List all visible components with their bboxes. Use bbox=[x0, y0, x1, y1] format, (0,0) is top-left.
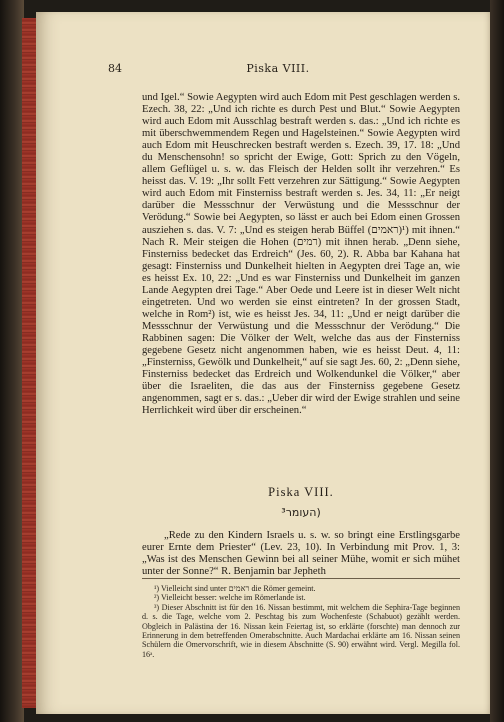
footnote-divider bbox=[142, 578, 460, 579]
footnotes bbox=[142, 584, 460, 659]
footnote-2: ²) Vielleicht besser: welche im Römerlande ist. bbox=[154, 593, 306, 603]
footnote-1: ¹) Vielleicht sind unter ראמים die Römer gemeint. bbox=[154, 584, 316, 593]
footnote-3: ³) Dieser Abschnitt ist für den 16. Nissan bestimmt, mit welchem die Sephira-Tage beginnen d. s. die Tage, welche vom 2. Peschtag bis zum Wochenfeste (Schabuot) gezählt werden. Obgleich in Palästina der 16. Nissan kein Feiertag ist, so erklärte (forschte) man dennoch zur Erinnerung in dem betreffenden Omerabschnitte. Auch Mardachai erklärte am 16. Nissan seinen Schülern die Omervorschrift, wie in diesem Abschnitte (S. 90) erwähnt wird. Vergl. Megilla fol. 16ᵃ. bbox=[142, 602, 460, 659]
running-head: Piska VIII. bbox=[246, 62, 310, 75]
section-heading: Piska VIII. bbox=[268, 485, 334, 499]
page-right-edge bbox=[490, 0, 504, 722]
main-paragraph: und Igel.“ Sowie Aegypten wird auch Edom mit Pest geschlagen werden s. Ezech. 38, 22: „Und ich richte es durch Pest und Blut.“ Sowie Aegypten wird auch Edom mit Ausschlag bestraft werden s. das.: „Und ich richte es mit überschwemmendem Regen und Hagelsteinen.“ Sowie Aegypten wird auch Edom mit Heuschrecken bestraft werden s. Ezech. 39, 17. 18: „Und du Menschensohn! so spricht der Ewige, Gott: Sprich zu den Vögeln, allem Geflügel u. s. w. das Fleisch der Helden sollt ihr verzehren.“ Es heisst das. V. 19: „Ihr sollt Fett verzehren zur Sättigung.“ Sowie Aegypten wird auch Edom mit Finsterniss bestraft werden s. Jes. 34, 11: „Er neigt darüber die Messschnur der Verwüstung und die Messschnur der Verödung.“ Sowie bei Aegypten, so lässt er auch bei Edom einen Grossen ausziehen s. das. V. 7: „Und es steigen herab Büffel (ראמים)¹) mit ihnen.“ Nach R. Meir steigen die Hohen (רמים) mit ihnen herab. „Denn siehe, Finsterniss bedecket das Erdreich“ (Jes. 60, 2). R. Abba bar Kahana hat gesagt: Finsterniss und Dunkelheit hielten in Aegypten drei Tage an, wie es heisst Ex. 10, 22: „Und es war Finsterniss und Dunkelheit im ganzen Lande Aegypten drei Tage.“ Aber Oede und Leere ist in dieser Welt nicht eingetreten. Und wo werden sie einst eintreten? In der grossen Stadt, welche in Rom²) ist, wie es heisst Jes. 34, 11: „Und er neigt darüber die Messschnur der Verwüstung und die Messschnur der Verödung.“ Die Rabbinen sagen: Die Völker der Welt, welche das aus der Finsterniss gegebene Gesetz nicht angenommen haben, wie es heisst Deut. 4, 11: „Finsterniss, Gewölk und Dunkelheit,“ auf sie sagt Jes. 60, 2: „Denn siehe, Finsterniss bedecket das Erdreich und Wolkendunkel die Völker,“ aber über die Israeliten, die das aus der Finsterniss gegebene Gesetz angenommen, sagt er s. das.: „Ueber dir wird der Ewige strahlen und seine Herrlichkeit wird über dir erscheinen.“ bbox=[142, 92, 460, 417]
page-number: 84 bbox=[108, 62, 122, 75]
hebrew-section-title: העומר³) bbox=[281, 506, 321, 519]
section-intro-paragraph: „Rede zu den Kindern Israels u. s. w. so bringt eine Erstlingsgarbe eurer Ernte dem Priester“ (Lev. 23, 10). In Verbindung mit Prov. 1, 3: „Was ist des Menschen Gewinn bei all seiner Mühe, womit er sich mühet unter der Sonne?“ R. Benjamin bar Jepheth bbox=[142, 530, 460, 578]
main-text bbox=[142, 92, 460, 417]
book-binding bbox=[0, 0, 24, 722]
